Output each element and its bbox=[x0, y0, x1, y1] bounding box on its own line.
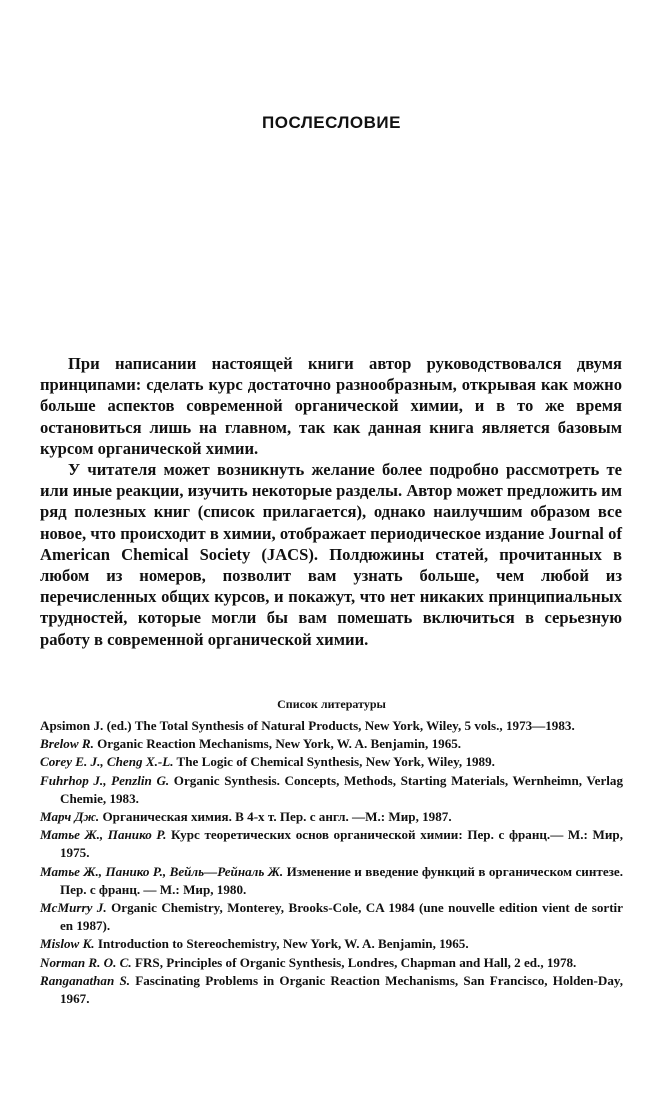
page-title: ПОСЛЕСЛОВИЕ bbox=[262, 113, 401, 132]
reference-author: Norman R. O. C. bbox=[40, 954, 132, 970]
reference-item bbox=[40, 863, 623, 899]
reference-item bbox=[40, 808, 623, 826]
reference-item bbox=[40, 717, 623, 735]
reference-text: Изменение и введение функций в органическом синтезе. Пер. с франц. — М.: Мир, 1980. bbox=[60, 863, 623, 897]
reference-author: McMurry J. bbox=[40, 900, 107, 916]
reference-text: FRS, Principles of Organic Synthesis, Londres, Chapman and Hall, 2 ed., 1978. bbox=[131, 954, 577, 970]
reference-item bbox=[40, 772, 623, 808]
reference-text: The Logic of Chemical Synthesis, New York, Wiley, 1989. bbox=[173, 754, 495, 770]
reference-author: Brelow R. bbox=[40, 736, 94, 752]
reference-item bbox=[40, 753, 623, 771]
reference-item bbox=[40, 735, 623, 753]
reference-author: Матье Ж., Панико Р., Вейль—Рейналь Ж. bbox=[40, 863, 284, 879]
reference-item bbox=[40, 972, 623, 1008]
reference-author: Марч Дж. bbox=[40, 809, 100, 825]
reference-author: Fuhrhop J., Penzlin G. bbox=[40, 772, 170, 788]
reference-item bbox=[40, 899, 623, 935]
reference-text: Курс теоретических основ органической химии: Пер. с франц.— М.: Мир, 1975. bbox=[60, 827, 623, 861]
references-heading: Список литературы bbox=[277, 697, 386, 711]
afterword-body bbox=[40, 353, 622, 650]
reference-item bbox=[40, 826, 623, 862]
reference-author: Матье Ж., Панико Р. bbox=[40, 827, 167, 843]
references-list bbox=[40, 717, 623, 1008]
reference-item bbox=[40, 954, 623, 972]
reference-text: Introduction to Stereochemistry, New York, W. A. Benjamin, 1965. bbox=[94, 936, 469, 952]
reference-text: Organic Chemistry, Monterey, Brooks-Cole, CA 1984 (une nouvelle edition vient de sortir en 1987). bbox=[60, 900, 623, 934]
reference-author: Corey E. J., Cheng X.-L. bbox=[40, 754, 174, 770]
reference-text: Apsimon J. (ed.) The Total Synthesis of Natural Products, New York, Wiley, 5 vols., 1973—1983. bbox=[40, 718, 575, 733]
paragraph-2: У читателя может возникнуть желание более подробно рассмотреть те или иные реакции, изучить некоторые разделы. Автор может предложить им ряд полезных книг (список прилагается), однако наилучшим образом все новое, что происходит в химии, отображает периодическое издание Journal of American Chemical Society (JACS). Полдюжины статей, прочитанных в любом из номеров, позволит вам узнать больше, чем любой из перечисленных общих курсов, и покажут, что нет никаких принципиальных трудностей, которые могли бы вам помешать включиться в серьезную работу в современной органической химии. bbox=[40, 460, 622, 649]
reference-author: Mislow K. bbox=[40, 936, 95, 952]
reference-item bbox=[40, 935, 623, 953]
reference-author: Ranganathan S. bbox=[40, 972, 131, 988]
paragraph-1: При написании настоящей книги автор руководствовался двумя принципами: сделать курс достаточно разнообразным, открывая как можно больше аспектов современной органической химии, и в то же время остановиться лишь на главном, так как данная книга является базовым курсом органической химии. bbox=[40, 354, 622, 458]
reference-text: Органическая химия. В 4-х т. Пер. с англ. —М.: Мир, 1987. bbox=[99, 809, 452, 825]
reference-text: Organic Reaction Mechanisms, New York, W. A. Benjamin, 1965. bbox=[93, 736, 462, 752]
reference-text: Fascinating Problems in Organic Reaction Mechanisms, San Francisco, Holden-Day, 1967. bbox=[60, 972, 623, 1007]
reference-text: Organic Synthesis. Concepts, Methods, Starting Materials, Wernheimn, Verlag Chemie, 1983. bbox=[60, 772, 623, 806]
